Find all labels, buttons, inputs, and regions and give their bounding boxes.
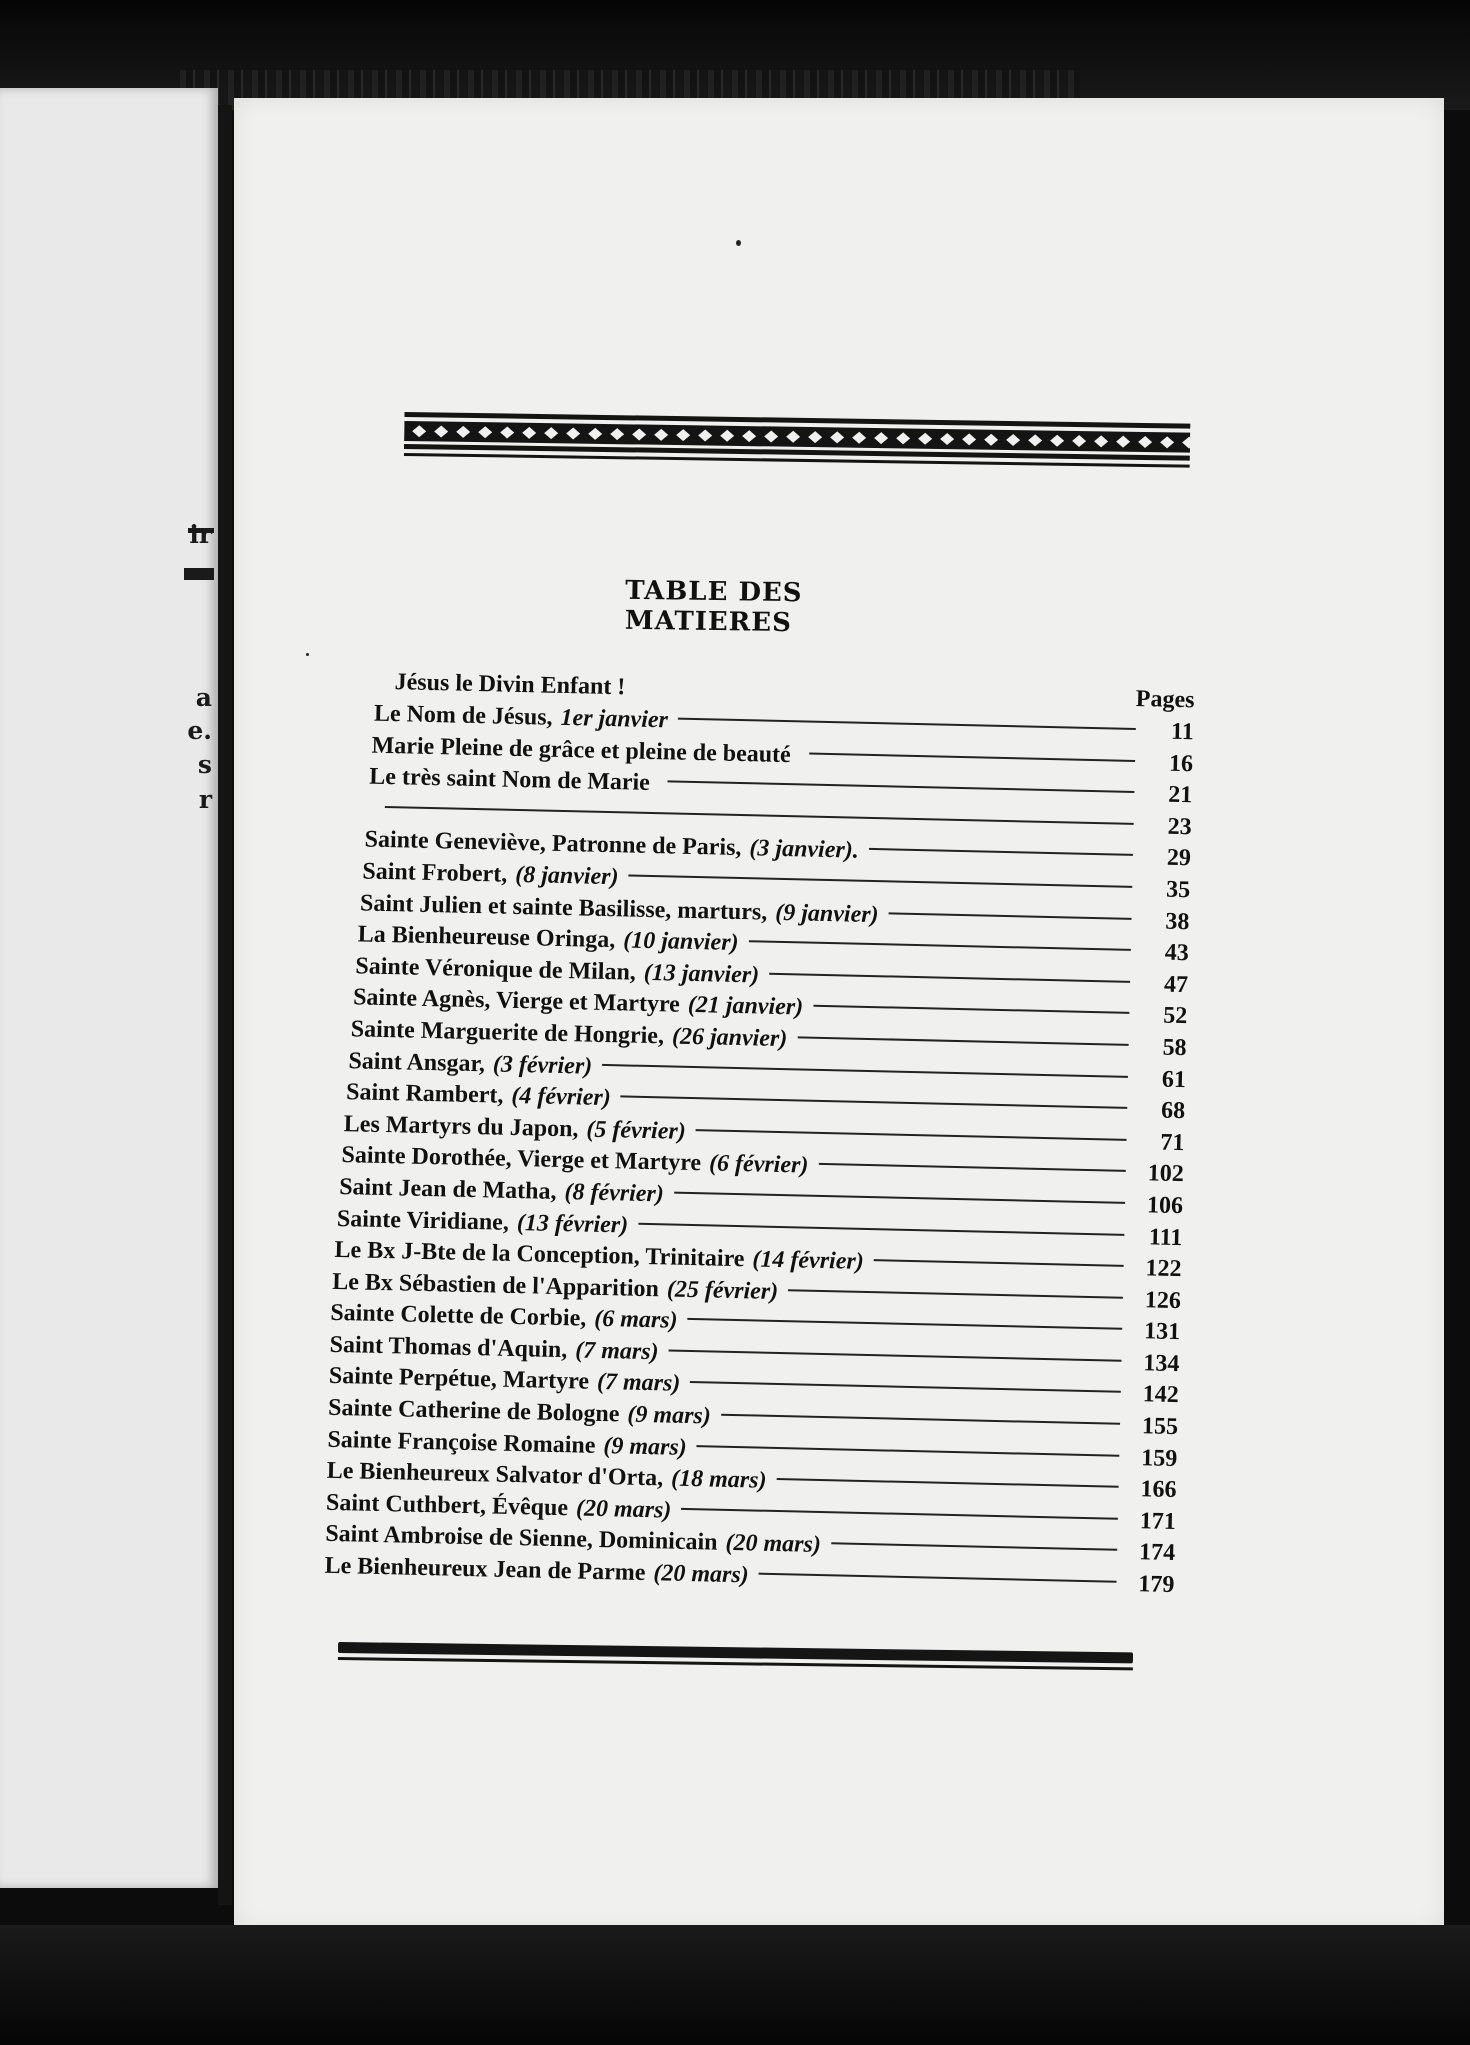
toc-entry-title: Saint Cuthbert, Évêque xyxy=(325,1489,569,1522)
toc-leader-line xyxy=(769,972,1130,982)
toc-leader-line xyxy=(818,1163,1125,1172)
toc-entry-title: Sainte Viridiane, xyxy=(336,1205,510,1236)
toc-entry-title: Sainte Perpétue, Martyre xyxy=(328,1363,590,1396)
toc-page-number: 174 xyxy=(1138,1539,1176,1567)
toc-entry-date: (8 janvier) xyxy=(514,861,619,891)
toc-entry-date: (20 mars) xyxy=(575,1495,672,1524)
toc-entry-date: (25 février) xyxy=(666,1276,779,1305)
toc-page-number: 35 xyxy=(1165,876,1191,904)
toc-entry-title: Sainte Agnès, Vierge et Martyre xyxy=(352,984,681,1019)
toc-entry-title: Le Bx Sébastien de l'Apparition xyxy=(331,1268,660,1302)
toc-entry-title: Les Martyrs du Japon, xyxy=(343,1110,579,1143)
toc-leader-line xyxy=(638,1222,1124,1235)
toc-entry-list xyxy=(324,700,1194,1604)
toc-entry-title: Sainte Colette de Corbie, xyxy=(330,1300,587,1332)
toc-page-number: 166 xyxy=(1140,1476,1177,1504)
toc-page-number: 122 xyxy=(1145,1255,1182,1283)
toc-entry-date: (9 mars) xyxy=(627,1401,712,1430)
table-of-contents xyxy=(324,668,1195,1604)
toc-entry-title: Sainte Geneviève, Patronne de Paris, xyxy=(364,826,742,862)
dust-speck xyxy=(306,653,309,656)
dust-speck xyxy=(736,240,741,246)
toc-entry-date: (21 janvier) xyxy=(687,992,804,1021)
toc-entry-title: Le Bienheureux Salvator d'Orta, xyxy=(326,1458,664,1492)
toc-entry-date: (9 janvier) xyxy=(775,899,879,928)
toc-intro-heading: Jésus le Divin Enfant ! xyxy=(394,669,626,701)
toc-entry-title: Le Bienheureux Jean de Parme xyxy=(324,1552,646,1587)
toc-entry-date: (3 février) xyxy=(492,1050,593,1080)
toc-page-number: 142 xyxy=(1142,1381,1180,1409)
toc-page-number: 134 xyxy=(1143,1350,1180,1377)
toc-entry-date: 1er janvier xyxy=(560,704,669,734)
toc-leader-line xyxy=(696,1129,1127,1141)
toc-entry-date: (26 janvier) xyxy=(671,1023,788,1053)
toc-entry-title: Sainte Dorothée, Vierge et Martyre xyxy=(341,1142,702,1177)
toc-leader-line xyxy=(697,1445,1120,1457)
toc-page-number: 155 xyxy=(1141,1413,1179,1441)
book-gutter xyxy=(218,105,232,1905)
toc-leader-line xyxy=(889,912,1132,920)
toc-page-number: 68 xyxy=(1160,1097,1186,1125)
toc-entry-date: (7 mars) xyxy=(574,1337,659,1366)
toc-leader-line xyxy=(629,874,1133,887)
toc-entry-date: (14 février) xyxy=(752,1246,865,1276)
toc-entry-date: (8 février) xyxy=(564,1179,665,1208)
toc-page-number: 102 xyxy=(1147,1160,1185,1188)
toc-leader-line xyxy=(759,1573,1117,1583)
left-page xyxy=(0,88,218,1888)
toc-page-number: 16 xyxy=(1168,750,1194,777)
left-ornament-fragment xyxy=(184,568,214,580)
left-text-fragment: e. xyxy=(187,716,212,745)
toc-leader-line xyxy=(681,1508,1118,1520)
toc-page-number: 47 xyxy=(1163,971,1189,998)
toc-entry-title: Saint Jean de Matha, xyxy=(338,1173,557,1205)
left-text-fragment: s xyxy=(197,750,212,779)
toc-entry-date: (5 février) xyxy=(586,1116,687,1145)
toc-entry-title: Marie Pleine de grâce et pleine de beauté xyxy=(371,732,792,768)
toc-leader-line xyxy=(831,1543,1117,1551)
toc-page-number: 111 xyxy=(1148,1223,1183,1251)
toc-leader-line xyxy=(668,781,1135,794)
toc-page-number: 171 xyxy=(1139,1508,1177,1535)
toc-leader-line xyxy=(869,848,1133,856)
toc-entry-date: (10 janvier) xyxy=(622,927,739,957)
toc-entry-title: Sainte Véronique de Milan, xyxy=(355,953,637,986)
toc-page-number: 43 xyxy=(1164,939,1190,967)
pages-column-label: Pages xyxy=(1135,685,1195,714)
toc-entry-title: Saint Rambert, xyxy=(345,1079,504,1109)
toc-entry-title: Sainte Marguerite de Hongrie, xyxy=(350,1016,665,1050)
toc-page-number: 21 xyxy=(1168,781,1193,809)
toc-leader-line xyxy=(749,940,1131,951)
left-text-fragment: a xyxy=(195,683,212,712)
toc-entry-title: Saint Thomas d'Aquin, xyxy=(329,1331,568,1364)
toc-entry-date: (6 mars) xyxy=(593,1306,678,1334)
toc-entry-date: (3 janvier). xyxy=(749,835,860,865)
toc-entry-date: (20 mars) xyxy=(653,1560,750,1589)
toc-entry-title: Le Bx J-Bte de la Conception, Trinitaire xyxy=(334,1237,745,1273)
toc-entry-title: Saint Ansgar, xyxy=(348,1047,486,1077)
toc-page-number: 58 xyxy=(1162,1034,1187,1062)
toc-entry-title: La Bienheureuse Oringa, xyxy=(357,921,616,954)
toc-entry-title: Sainte Françoise Romaine xyxy=(327,1426,596,1459)
toc-entry-title: Le Nom de Jésus, xyxy=(373,700,553,731)
toc-leader-line xyxy=(813,1005,1129,1014)
toc-leader-line xyxy=(874,1259,1124,1267)
left-text-fragment: r xyxy=(198,785,212,814)
toc-entry-date: (6 février) xyxy=(708,1150,809,1179)
toc-page-number: 179 xyxy=(1138,1571,1175,1599)
toc-page-number: 52 xyxy=(1163,1003,1188,1030)
toc-page-number: 106 xyxy=(1146,1192,1184,1220)
toc-page-number: 29 xyxy=(1166,845,1192,872)
toc-page-number: 61 xyxy=(1161,1066,1187,1093)
toc-page-number: 131 xyxy=(1143,1318,1181,1346)
left-text-fragment: ir xyxy=(189,520,212,549)
toc-entry-date: (13 janvier) xyxy=(643,959,760,989)
toc-leader-line xyxy=(674,1192,1125,1204)
toc-leader-line xyxy=(621,1095,1128,1108)
toc-leader-line xyxy=(678,718,1136,730)
toc-page-number: 159 xyxy=(1140,1444,1178,1472)
toc-page-number: 23 xyxy=(1167,813,1192,841)
toc-entry-date: (18 mars) xyxy=(670,1465,767,1495)
toc-entry-title: Le très saint Nom de Marie xyxy=(369,763,651,797)
toc-entry-date: (9 mars) xyxy=(603,1432,688,1461)
toc-entry-date: (20 mars) xyxy=(725,1530,822,1559)
toc-entry-date: (13 février) xyxy=(516,1209,629,1239)
toc-entry-title: Sainte Catherine de Bologne xyxy=(327,1394,620,1428)
toc-page-number: 71 xyxy=(1160,1129,1185,1156)
toc-entry-title: Saint Ambroise de Sienne, Dominicain xyxy=(325,1521,718,1557)
toc-leader-line xyxy=(797,1036,1128,1046)
toc-page-number: 11 xyxy=(1170,718,1195,746)
toc-leader-line xyxy=(776,1478,1118,1488)
toc-leader-line xyxy=(721,1414,1120,1425)
scan-bottom-edge xyxy=(0,1925,1470,2045)
toc-entry-title: Saint Frobert, xyxy=(362,858,508,888)
toc-entry-title: Saint Julien et sainte Basilisse, marturs, xyxy=(359,889,768,926)
toc-leader-line xyxy=(809,752,1135,761)
toc-entry-date: (4 février) xyxy=(511,1083,612,1112)
top-ornament-border xyxy=(403,410,1190,492)
toc-leader-line xyxy=(788,1289,1123,1299)
page-title: TABLE DES MATIERES xyxy=(624,575,803,639)
toc-leader-line xyxy=(602,1063,1128,1077)
toc-entry-date: (7 mars) xyxy=(596,1369,681,1398)
toc-page-number: 126 xyxy=(1144,1287,1182,1314)
toc-page-number: 38 xyxy=(1165,908,1190,935)
toc-leader-line xyxy=(690,1381,1120,1393)
toc-leader-line xyxy=(688,1318,1123,1330)
toc-leader-line xyxy=(669,1349,1122,1361)
